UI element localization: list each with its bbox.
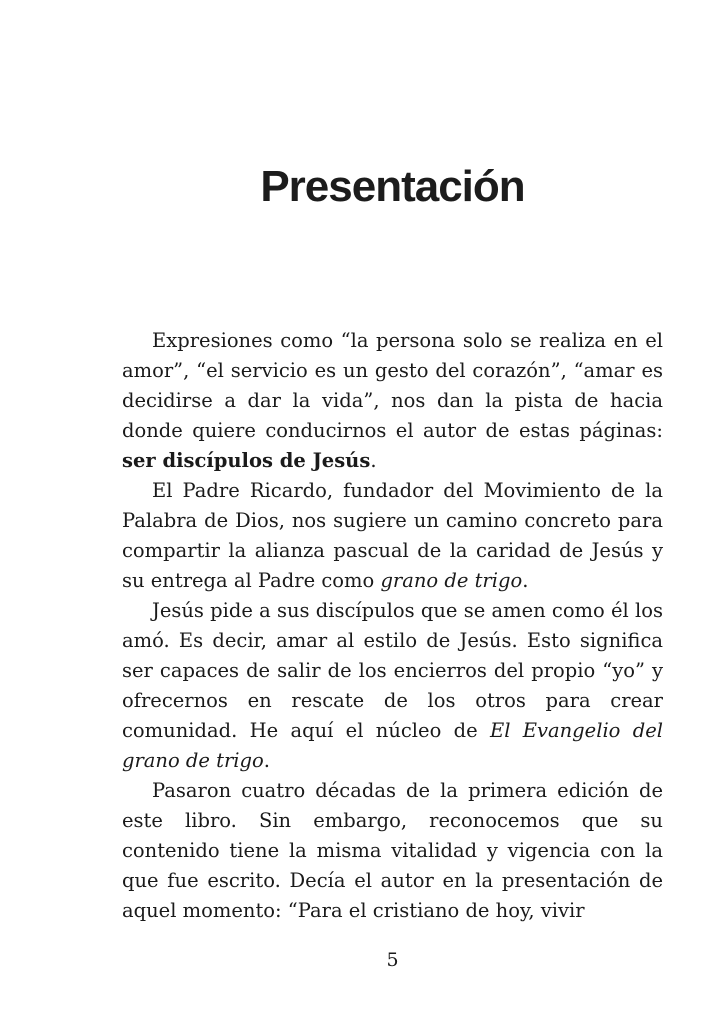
paragraph-3 (122, 596, 663, 776)
paragraph-4 (122, 776, 663, 926)
paragraph-2-end: . (522, 569, 529, 592)
paragraph-1-end: . (370, 449, 377, 472)
paragraph-3-text: Jesús pide a sus discípulos que se amen como él los amó. Es decir, amar al estilo de Jesús. Esto significa ser capaces de salir de los encierros del propio “yo” y ofrecernos en rescate de los otros para crear comunidad. He aquí el núcleo de (122, 599, 663, 742)
body-text (122, 326, 663, 926)
paragraph-1-bold: ser discípulos de Jesús (122, 449, 371, 472)
paragraph-2 (122, 476, 663, 596)
paragraph-2-text: El Padre Ricardo, fundador del Movimiento de la Palabra de Dios, nos sugiere un camino concreto para compartir la alianza pascual de la caridad de Jesús y su entrega al Padre como (122, 479, 663, 592)
paragraph-3-italic: El Evangelio del grano de trigo (122, 719, 663, 772)
paragraph-1-text: Expresiones como “la persona solo se realiza en el amor”, “el servicio es un gesto del corazón”, “amar es decidirse a dar la vida”, nos dan la pista de hacia donde quiere conducirnos el autor de estas páginas: (122, 329, 663, 442)
page-number: 5 (386, 949, 399, 971)
page-title: Presentación (260, 162, 525, 211)
paragraph-1 (122, 326, 663, 476)
paragraph-2-italic: grano de trigo (380, 569, 523, 592)
paragraph-4-text: Pasaron cuatro décadas de la primera edición de este libro. Sin embargo, reconocemos que su contenido tiene la misma vitalidad y vigencia con la que fue escrito. Decía el autor en la presentación de aquel momento: “Para el cristiano de hoy, vivir (122, 779, 663, 922)
paragraph-3-end: . (263, 749, 270, 772)
